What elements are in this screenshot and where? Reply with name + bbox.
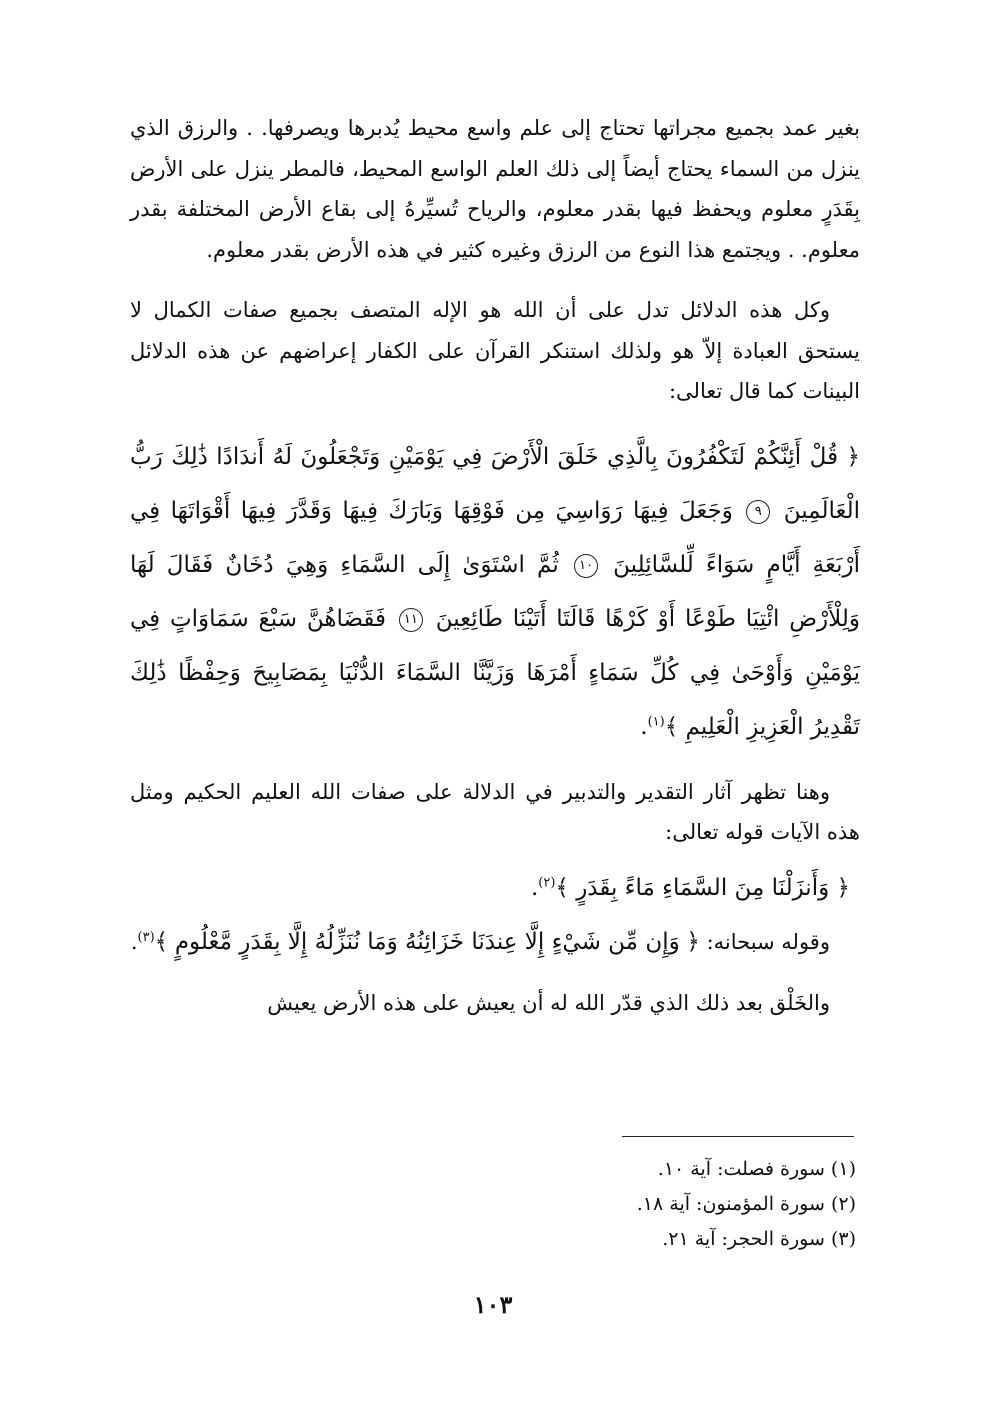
paragraph-khalq: والخَلْق بعد ذلك الذي قدّر الله له أن يعيش على هذه الأرض يعيش bbox=[267, 990, 830, 1015]
quran-verse-text: وَأَنزَلْنَا مِنَ السَّمَاءِ مَاءً بِقَدَرٍ bbox=[576, 874, 830, 901]
quran-quote-fussilat bbox=[130, 430, 860, 754]
ayah-number-marker: ١٠ bbox=[574, 554, 598, 578]
quran-open-bracket: ﴿ bbox=[836, 874, 850, 901]
page-number: ١٠٣ bbox=[473, 1290, 513, 1319]
quran-verse-text: قُلْ أَئِنَّكُمْ لَتَكْفُرُونَ بِالَّذِي خَلَقَ الْأَرْضَ فِي يَوْمَيْنِ وَتَجْعَلُونَ لَهُ أَندَادًا ذَٰلِكَ رَبُّ الْعَالَمِينَ bbox=[130, 443, 860, 524]
footnote-1: (١) سورة فصلت: آية ١٠. bbox=[657, 1158, 856, 1180]
footnote-2: (٢) سورة المؤمنون: آية ١٨. bbox=[636, 1193, 856, 1215]
paragraph-dalail: وكل هذه الدلائل تدل على أن الله هو الإله المتصف بجميع صفات الكمال لا يستحق العبادة إلاّ هو ولذلك استنكر القرآن على الكفار إعراضهم عن هذه الدلائل البينات كما قال تعالى: bbox=[130, 298, 860, 403]
quran-close-bracket: ﴾ bbox=[664, 713, 679, 740]
paragraph-hijr-quote bbox=[130, 919, 860, 965]
footnote-reference: (٢) bbox=[538, 874, 556, 890]
footnote-divider bbox=[622, 1136, 854, 1137]
quran-close-bracket: ﴾ bbox=[555, 874, 569, 901]
sentence-end: . bbox=[640, 713, 648, 740]
quran-close-bracket: ﴾ bbox=[154, 928, 169, 955]
page-body bbox=[130, 108, 860, 1023]
quran-open-bracket: ﴿ bbox=[846, 443, 860, 470]
ayah-number-marker: ١١ bbox=[399, 608, 423, 632]
quran-quote-muminun bbox=[130, 863, 860, 913]
sentence-end: . bbox=[130, 929, 138, 954]
quran-verse-text: فَقَضَاهُنَّ سَبْعَ سَمَاوَاتٍ فِي يَوْمَيْنِ وَأَوْحَىٰ فِي كُلِّ سَمَاءٍ أَمْرَهَا وَزَيَّنَّا السَّمَاءَ الدُّنْيَا بِمَصَابِيحَ وَحِفْظًا ذَٰلِكَ تَقْدِيرُ الْعَزِيزِ الْعَلِيمِ bbox=[130, 605, 860, 740]
quran-verse-text: ثُمَّ اسْتَوَىٰ إِلَى السَّمَاءِ وَهِيَ دُخَانٌ فَقَالَ لَهَا وَلِلْأَرْضِ ائْتِيَا طَوْعًا أَوْ كَرْهًا قَالَتَا أَتَيْنَا طَائِعِينَ bbox=[130, 551, 861, 632]
paragraph-athar: وهنا تظهر آثار التقدير والتدبير في الدلالة على صفات الله العليم الحكيم ومثل هذه الآيات قوله تعالى: bbox=[130, 779, 860, 844]
sentence-end: . bbox=[530, 874, 539, 901]
quran-verse-text: وَإِن مِّن شَيْءٍ إِلَّا عِندَنَا خَزَائِنُهُ وَمَا نُنَزِّلُهُ إِلَّا بِقَدَرٍ مَّعْلُومٍ bbox=[174, 928, 680, 955]
footnote-reference: (٣) bbox=[137, 929, 155, 945]
footnote-reference: (١) bbox=[647, 713, 665, 729]
quran-verse-text: وَجَعَلَ فِيهَا رَوَاسِيَ مِن فَوْقِهَا وَبَارَكَ فِيهَا وَقَدَّرَ فِيهَا أَقْوَاتَهَا فِي أَرْبَعَةِ أَيَّامٍ سَوَاءً لِّلسَّائِلِينَ bbox=[130, 497, 861, 578]
footnotes bbox=[456, 1152, 856, 1257]
quote-intro: وقوله سبحانه: bbox=[706, 929, 830, 954]
quran-open-bracket: ﴿ bbox=[686, 928, 700, 955]
ayah-number-marker: ٩ bbox=[746, 500, 770, 524]
footnote-3: (٣) سورة الحجر: آية ٢١. bbox=[662, 1228, 856, 1250]
paragraph-rizq: بغير عمد بجميع مجراتها تحتاج إلى علم واسع محيط يُدبرها ويصرفها. . والرزق الذي ينزل من السماء يحتاج أيضاً إلى ذلك العلم الواسع المحيط، فالمطر ينزل على الأرض بِقَدَرٍ معلوم ويحفظ فيها بقدر معلوم، والرياح تُسيِّرهُ إلى بقاع الأرض المختلفة بقدر معلوم. . ويجتمع هذا النوع من الرزق وغيره كثير في هذه الأرض بقدر معلوم. bbox=[130, 116, 860, 262]
